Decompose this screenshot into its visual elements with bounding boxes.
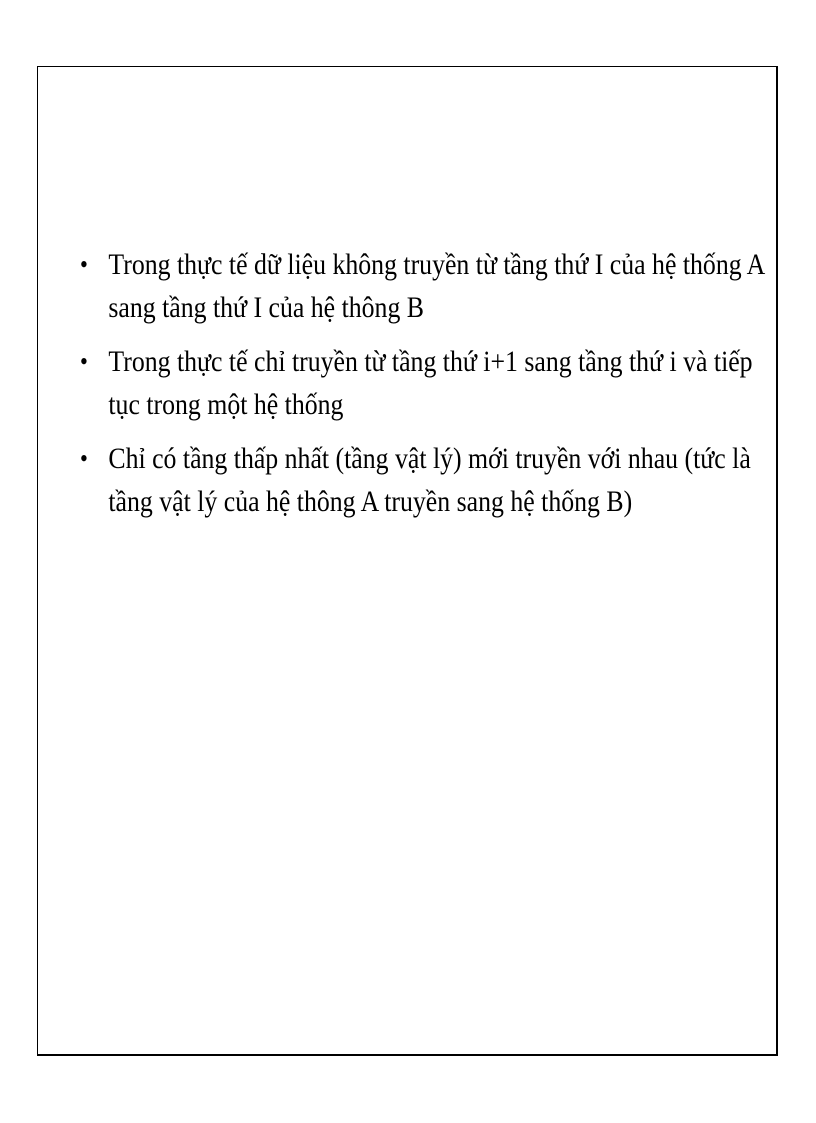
bullet-dot-icon: • [80,444,88,473]
bullet-text-3: Chỉ có tầng thấp nhất (tầng vật lý) mới truyền với nhau (tức là tầng vật lý của hệ thông A truyền sang hệ thống B) [108,442,751,518]
bullet-item-2 [80,340,779,426]
bullet-text-2: Trong thực tế chỉ truyền từ tầng thứ i+1 sang tầng thứ i và tiếp tục trong một hệ thống [108,345,753,421]
bullet-dot-icon: • [80,250,88,279]
bullet-dot-icon: • [80,347,88,376]
bullet-item-1 [80,243,779,329]
bullet-item-3 [80,437,779,523]
slide-frame [37,66,778,1056]
bullet-text-1: Trong thực tế dữ liệu không truyền từ tầng thứ I của hệ thống A sang tầng thứ I của hệ thông B [108,248,764,324]
bullet-list [80,243,764,534]
